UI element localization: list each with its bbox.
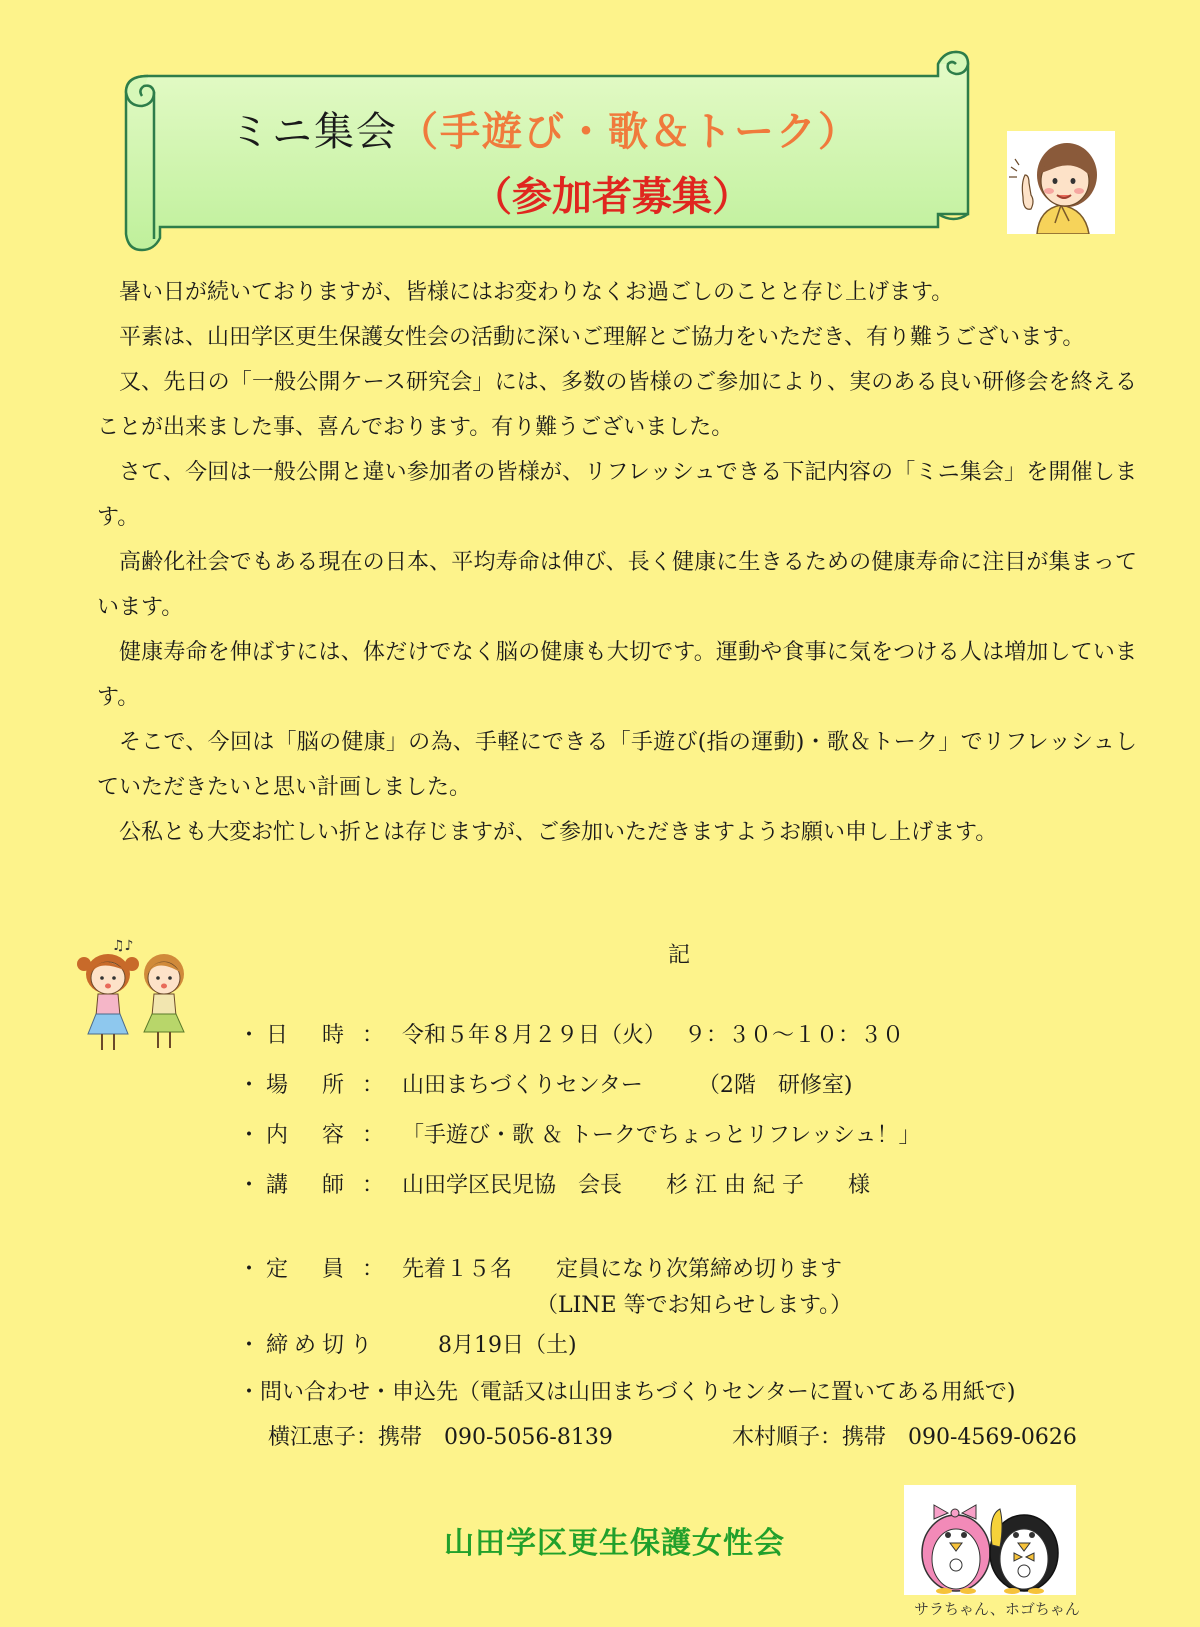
body-text	[97, 270, 1137, 855]
paragraph: 暑い日が続いておりますが、皆様にはお変わりなくお過ごしのことと存じ上げます。	[119, 280, 954, 305]
mascot-caption: サラちゃん、ホゴちゃん	[914, 1600, 1080, 1618]
woman-pointing-illustration	[1007, 131, 1115, 234]
detail-value: 山田学区民児協 会長 杉 江 由 紀 子 様	[402, 1173, 870, 1198]
title-main: ミニ集会	[230, 109, 398, 155]
detail-colon: ：	[362, 1123, 385, 1148]
title-sub: （手遊び・歌＆トーク）	[398, 109, 860, 155]
contact-person-1: 横江恵子：携帯 090-5056-8139	[268, 1425, 613, 1450]
title-recruiting: （参加者募集）	[472, 174, 752, 220]
detail-colon: ：	[362, 1257, 385, 1282]
detail-label: ・定 員	[238, 1257, 351, 1282]
svg-text:♫♪: ♫♪	[112, 938, 134, 954]
contact-person-2: 木村順子：携帯 090-4569-0626	[732, 1425, 1077, 1450]
detail-label: ・日 時	[238, 1023, 351, 1048]
paragraph: 高齢化社会でもある現在の日本、平均寿命は伸び、長く健康に生きるための健康寿命に注目が集まっています。	[97, 550, 1137, 620]
page-title	[230, 100, 860, 157]
paragraph: さて、今回は一般公開と違い参加者の皆様が、リフレッシュできる下記内容の「ミニ集会」を開催します。	[97, 460, 1137, 530]
paragraph: 又、先日の「一般公開ケース研究会」には、多数の皆様のご参加により、実のある良い研修会を終えることが出来ました事、喜んでおります。有り難うございました。	[97, 370, 1137, 440]
detail-value: 令和５年８月２９日（火） ９：３０〜１０：３０	[402, 1023, 904, 1048]
detail-colon: ：	[362, 1173, 385, 1198]
detail-label: ・場 所	[238, 1073, 351, 1098]
paragraph: 公私とも大変お忙しい折とは存じますが、ご参加いただきますようお願い申し上げます。	[119, 820, 998, 845]
paragraph: 健康寿命を伸ばすには、体だけでなく脳の健康も大切です。運動や食事に気をつける人は増加しています。	[97, 640, 1137, 710]
organization-name: 山田学区更生保護女性会	[444, 1526, 785, 1561]
detail-label: ・締め切り	[238, 1333, 379, 1358]
details-heading: 記	[668, 943, 691, 968]
paragraph: そこで、今回は「脳の健康」の為、手軽にできる「手遊び(指の運動)・歌＆トーク」でリフレッシュしていただきたいと思い計画しました。	[97, 730, 1137, 800]
detail-colon: ：	[362, 1023, 385, 1048]
penguin-mascots-illustration	[904, 1485, 1076, 1595]
detail-value: 山田まちづくりセンター （2階 研修室)	[402, 1073, 853, 1098]
singing-girls-illustration	[68, 930, 198, 1060]
detail-value: 「手遊び・歌 ＆ トークでちょっとリフレッシュ！」	[402, 1123, 921, 1148]
detail-value: 8月19日（土)	[438, 1333, 577, 1358]
detail-colon: ：	[362, 1073, 385, 1098]
detail-capacity-note: （LINE 等でお知らせします。）	[536, 1293, 853, 1318]
detail-contact: ・問い合わせ・申込先（電話又は山田まちづくりセンターに置いてある用紙で)	[238, 1380, 1016, 1405]
detail-value: 先着１５名 定員になり次第締め切ります	[402, 1257, 843, 1282]
paragraph: 平素は、山田学区更生保護女性会の活動に深いご理解とご協力をいただき、有り難うございます。	[119, 325, 1085, 350]
detail-label: ・講 師	[238, 1173, 351, 1198]
detail-label: ・内 容	[238, 1123, 351, 1148]
